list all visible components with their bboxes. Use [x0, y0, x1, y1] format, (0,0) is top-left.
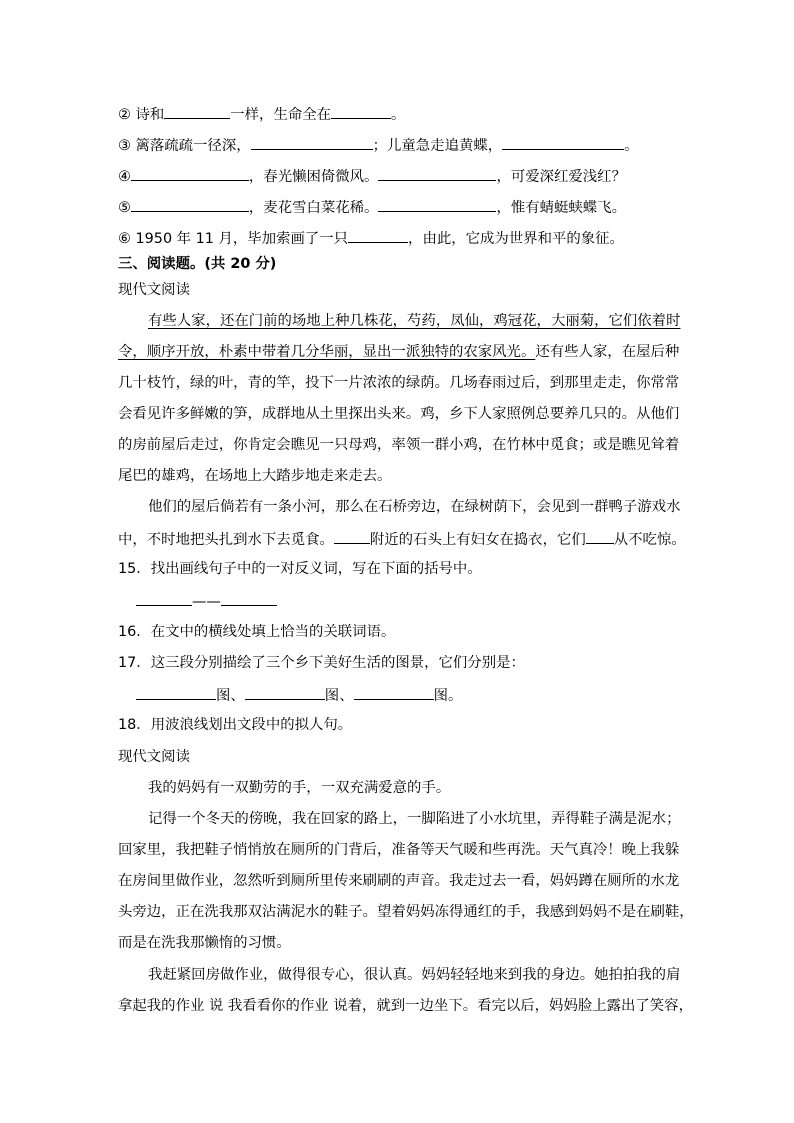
- blank[interactable]: [136, 685, 216, 700]
- blank[interactable]: [136, 591, 192, 606]
- passage-line: 拿起我的作业 说 我看看你的作业 说着，就到一边坐下。看完以后，妈妈脸上露出了笑容，: [118, 998, 693, 1014]
- blank[interactable]: [334, 529, 370, 544]
- q5-text-a: ⑤: [118, 200, 131, 216]
- fill-blank-q5: [118, 197, 626, 217]
- question-15: 15．找出画线句子中的一对反义词，写在下面的括号中。: [118, 561, 482, 577]
- blank[interactable]: [131, 166, 249, 181]
- q3-text-a: ③ 篱落疏疏一径深，: [118, 138, 251, 154]
- q17-answer-row: [136, 685, 462, 705]
- passage-text: 从不吃惊。: [613, 532, 686, 548]
- q5-text-b: ，麦花雪白菜花稀。: [248, 200, 379, 216]
- reading-label: 现代文阅读: [118, 282, 190, 298]
- fill-blank-q2: [118, 104, 405, 124]
- passage-line: [118, 529, 686, 549]
- q2-text-c: 。: [391, 107, 406, 123]
- blank[interactable]: [378, 166, 496, 181]
- passage-line: 几十枝竹，绿的叶，青的竿，投下一片浓浓的绿荫。几场春雨过后，到那里走走，你常常: [118, 375, 680, 391]
- tu-label: 图、: [324, 688, 354, 704]
- passage-line: 记得一个冬天的傍晚，我在回家的路上，一脚陷进了小水坑里，弄得鞋子满是泥水；: [148, 811, 681, 827]
- q4-text-c: ，可爱深红爱浅红？: [496, 169, 626, 185]
- passage-line: 尾巴的雄鸡，在场地上大踏步地走来走去。: [118, 468, 392, 484]
- blank[interactable]: [221, 591, 277, 606]
- q2-text-b: 一样，生命全在: [230, 107, 332, 123]
- passage-line: 他们的屋后倘若有一条小河，那么在石桥旁边，在绿树荫下，会见到一群鸭子游戏水: [148, 499, 681, 515]
- tu-label: 图、: [216, 688, 245, 704]
- passage-line: 的房前屋后走过，你肯定会瞧见一只母鸡，率领一群小鸡，在竹林中觅食；或是瞧见耸着: [118, 437, 680, 453]
- blank[interactable]: [354, 685, 434, 700]
- passage-line: 回家里，我把鞋子悄悄放在厕所的门背后，准备等天气暖和些再洗。天气真冷！晚上我躲: [118, 842, 680, 858]
- question-17: 17．这三段分别描绘了三个乡下美好生活的图景，它们分别是：: [118, 655, 525, 671]
- q6-text-b: ，由此，它成为世界和平的象征。: [408, 231, 624, 247]
- section-heading: 三、阅读题。(共 20 分): [118, 256, 277, 272]
- tu-label: 图。: [433, 688, 463, 704]
- q4-text-a: ④: [118, 169, 131, 185]
- passage-line: 在房间里做作业，忽然听到厕所里传来刷刷的声音。我走过去一看，妈妈蹲在厕所的水龙: [118, 873, 680, 889]
- passage-line: 我赶紧回房做作业，做得很专心，很认真。妈妈轻轻地来到我的身边。她拍拍我的肩: [148, 967, 681, 983]
- passage-text: 附近的石头上有妇女在捣衣，它们: [369, 532, 586, 548]
- q5-text-c: ，惟有蜻蜓蛱蝶飞。: [496, 200, 626, 216]
- passage-text: 还有些人家，在屋后种: [535, 344, 680, 360]
- blank[interactable]: [164, 104, 230, 119]
- passage-line-underlined: 有些人家，还在门前的场地上种几株花，芍药，凤仙，鸡冠花，大丽菊，它们依着时: [148, 313, 681, 329]
- fill-blank-q3: [118, 135, 639, 155]
- passage-line: 我的妈妈有一双勤劳的手，一双充满爱意的手。: [148, 780, 451, 796]
- blank[interactable]: [245, 685, 325, 700]
- blank[interactable]: [502, 135, 624, 150]
- reading-label: 现代文阅读: [118, 749, 190, 765]
- blank[interactable]: [251, 135, 373, 150]
- passage-line: [118, 343, 679, 361]
- passage-line: 会看见许多鲜嫩的笋，成群地从土里探出头来。鸡，乡下人家照例总要养几只的。从他们: [118, 406, 680, 422]
- q3-text-c: 。: [624, 138, 639, 154]
- blank[interactable]: [348, 228, 408, 243]
- q6-text-a: ⑥ 1950 年 11 月，毕加索画了一只: [118, 231, 349, 247]
- q15-answer-row: [136, 591, 277, 611]
- passage-line: 而是在洗我那懒惰的习惯。: [118, 935, 291, 951]
- blank[interactable]: [586, 529, 614, 544]
- fill-blank-q4: [118, 166, 626, 186]
- blank[interactable]: [131, 197, 249, 212]
- passage-text: 中，不时地把头扎到水下去觅食。: [118, 532, 334, 548]
- underlined-sentence: 令，顺序开放，朴素中带着几分华丽，显出一派独特的农家风光。: [118, 344, 536, 360]
- fill-blank-q6: [118, 228, 624, 248]
- q2-text-a: ② 诗和: [118, 107, 165, 123]
- blank[interactable]: [378, 197, 496, 212]
- passage-line: 头旁边，正在洗我那双沾满泥水的鞋子。望着妈妈冻得通红的手，我感到妈妈不是在刷鞋，: [118, 904, 694, 920]
- blank[interactable]: [331, 104, 391, 119]
- q3-text-b: ；儿童急走追黄蝶，: [372, 138, 503, 154]
- dash-separator: ——: [192, 594, 221, 610]
- question-16: 16．在文中的横线处填上恰当的关联词语。: [118, 624, 396, 640]
- question-18: 18．用波浪线划出文段中的拟人句。: [118, 717, 353, 733]
- q4-text-b: ，春光懒困倚微风。: [248, 169, 379, 185]
